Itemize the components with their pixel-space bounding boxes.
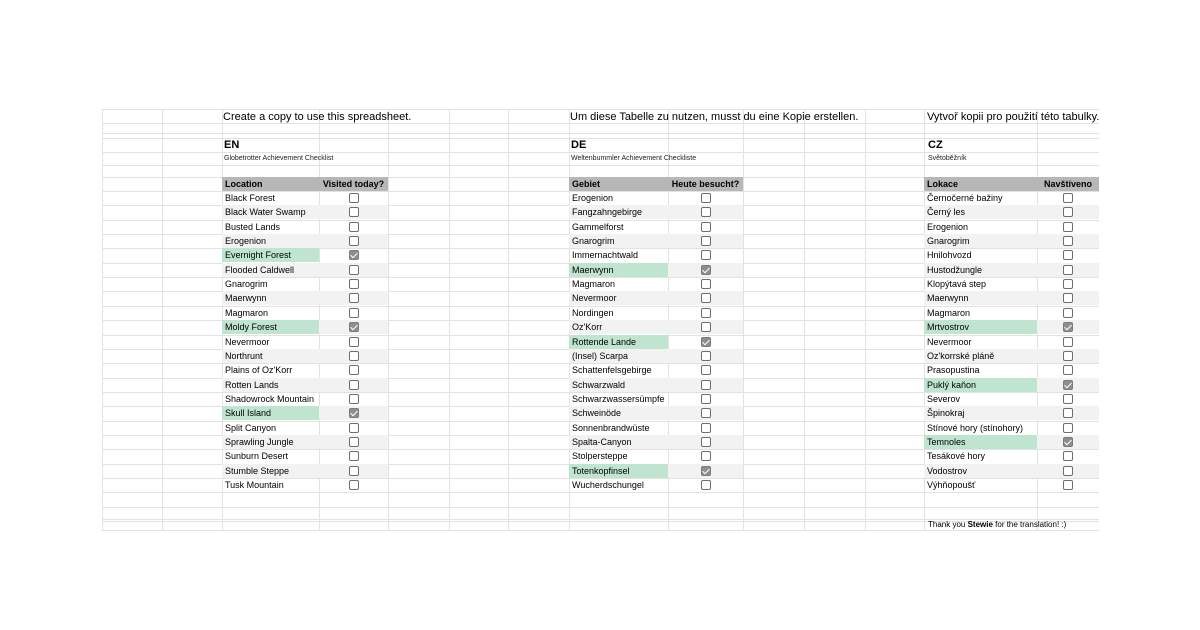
location-name: Plains of Oz'Korr	[225, 365, 293, 375]
visited-checkbox[interactable]	[701, 394, 711, 404]
location-name: Erogenion	[572, 193, 614, 203]
location-name: Špinokraj	[927, 408, 965, 418]
location-name: Maerwynn	[225, 293, 267, 303]
thanks-suffix: for the translation! :)	[992, 520, 1067, 529]
location-name: Busted Lands	[225, 222, 281, 232]
location-name: Maerwynn	[927, 293, 969, 303]
visited-checkbox[interactable]	[1063, 293, 1073, 303]
location-name: Prasopustina	[927, 365, 980, 375]
location-name: Mrtvostrov	[924, 320, 1037, 334]
visited-checkbox-checked[interactable]	[1063, 437, 1073, 447]
location-name: Schattenfelsgebirge	[572, 365, 652, 375]
visited-checkbox[interactable]	[1063, 236, 1073, 246]
visited-checkbox[interactable]	[1063, 466, 1073, 476]
location-name: Flooded Caldwell	[225, 265, 295, 275]
location-name: Evernight Forest	[222, 248, 319, 262]
location-name: Rottende Lande	[569, 335, 668, 349]
visited-checkbox[interactable]	[349, 466, 359, 476]
location-name: Moldy Forest	[222, 320, 319, 334]
location-name: Hustodžungle	[927, 265, 983, 275]
location-name: Schwarzwassersümpfe	[572, 394, 665, 404]
visited-checkbox[interactable]	[701, 423, 711, 433]
location-name: Gnarogrim	[572, 236, 615, 246]
thanks-prefix: Thank you	[928, 520, 968, 529]
column-header-visited: Navštíveno	[1037, 177, 1099, 191]
location-name: Gnarogrim	[225, 279, 268, 289]
location-name: Výhňopoušť	[927, 480, 976, 490]
visited-checkbox[interactable]	[1063, 394, 1073, 404]
subtitle-cz: Světoběžník	[928, 155, 967, 162]
column-header-visited: Visited today?	[319, 177, 388, 191]
visited-checkbox[interactable]	[349, 207, 359, 217]
visited-checkbox[interactable]	[349, 265, 359, 275]
visited-checkbox[interactable]	[1063, 365, 1073, 375]
visited-checkbox[interactable]	[1063, 480, 1073, 490]
visited-checkbox[interactable]	[1063, 337, 1073, 347]
visited-checkbox[interactable]	[701, 308, 711, 318]
visited-checkbox[interactable]	[1063, 408, 1073, 418]
visited-checkbox[interactable]	[701, 437, 711, 447]
visited-checkbox-checked[interactable]	[349, 322, 359, 332]
subtitle-en: Globetrotter Achievement Checklist	[224, 155, 334, 162]
location-name: Northrunt	[225, 351, 263, 361]
location-name: Black Water Swamp	[225, 207, 306, 217]
visited-checkbox-checked[interactable]	[701, 265, 711, 275]
visited-checkbox[interactable]	[1063, 207, 1073, 217]
visited-checkbox[interactable]	[349, 394, 359, 404]
column-header-location: Gebiet	[569, 177, 668, 191]
location-name: Nordingen	[572, 308, 614, 318]
visited-checkbox[interactable]	[349, 236, 359, 246]
location-name: Tesákové hory	[927, 451, 986, 461]
location-name: Shadowrock Mountain	[225, 394, 315, 404]
visited-checkbox[interactable]	[349, 279, 359, 289]
visited-checkbox[interactable]	[349, 308, 359, 318]
location-name: (Insel) Scarpa	[572, 351, 629, 361]
lang-label-en: EN	[224, 139, 240, 151]
location-name: Maerwynn	[569, 263, 668, 277]
location-name: Puklý kaňon	[924, 378, 1037, 392]
location-name: Schweinöde	[572, 408, 622, 418]
visited-checkbox-checked[interactable]	[349, 408, 359, 418]
visited-checkbox[interactable]	[1063, 250, 1073, 260]
visited-checkbox[interactable]	[701, 380, 711, 390]
intro-en: Create a copy to use this spreadsheet.	[223, 111, 412, 123]
visited-checkbox[interactable]	[701, 222, 711, 232]
location-name: Oz'Korr	[572, 322, 603, 332]
visited-checkbox[interactable]	[701, 293, 711, 303]
visited-checkbox[interactable]	[349, 222, 359, 232]
visited-checkbox[interactable]	[701, 451, 711, 461]
location-name: Immernachtwald	[572, 250, 639, 260]
location-name: Oz'korrské pláně	[927, 351, 995, 361]
location-name: Sprawling Jungle	[225, 437, 294, 447]
visited-checkbox[interactable]	[1063, 423, 1073, 433]
intro-de: Um diese Tabelle zu nutzen, musst du eine Kopie erstellen.	[570, 111, 859, 123]
location-name: Černočerné bažiny	[927, 193, 1003, 203]
translation-thanks	[928, 519, 1066, 531]
visited-checkbox[interactable]	[701, 351, 711, 361]
location-name: Nevermoor	[572, 293, 617, 303]
location-name: Severov	[927, 394, 961, 404]
location-name: Totenkopfinsel	[569, 464, 668, 478]
visited-checkbox[interactable]	[701, 193, 711, 203]
location-name: Tusk Mountain	[225, 480, 284, 490]
location-name: Split Canyon	[225, 423, 277, 433]
visited-checkbox[interactable]	[349, 337, 359, 347]
spreadsheet	[102, 109, 1099, 531]
visited-checkbox[interactable]	[1063, 222, 1073, 232]
location-name: Magmaron	[572, 279, 616, 289]
location-name: Magmaron	[927, 308, 971, 318]
visited-checkbox[interactable]	[349, 365, 359, 375]
location-name: Gammelforst	[572, 222, 624, 232]
visited-checkbox[interactable]	[701, 365, 711, 375]
location-name: Sonnenbrandwüste	[572, 423, 650, 433]
visited-checkbox[interactable]	[701, 322, 711, 332]
location-name: Klopýtavá step	[927, 279, 987, 289]
visited-checkbox-checked[interactable]	[701, 466, 711, 476]
location-name: Spalta-Canyon	[572, 437, 632, 447]
location-name: Nevermoor	[225, 337, 270, 347]
visited-checkbox[interactable]	[701, 480, 711, 490]
location-name: Temnoles	[924, 435, 1037, 449]
visited-checkbox[interactable]	[349, 193, 359, 203]
visited-checkbox[interactable]	[1063, 451, 1073, 461]
visited-checkbox[interactable]	[349, 437, 359, 447]
location-name: Hnilohvozd	[927, 250, 972, 260]
visited-checkbox[interactable]	[701, 236, 711, 246]
visited-checkbox[interactable]	[1063, 193, 1073, 203]
location-name: Skull Island	[222, 406, 319, 420]
visited-checkbox[interactable]	[349, 351, 359, 361]
lang-label-de: DE	[571, 139, 587, 151]
lang-label-cz: CZ	[928, 139, 943, 151]
location-name: Nevermoor	[927, 337, 972, 347]
location-name: Stumble Steppe	[225, 466, 290, 476]
location-name: Schwarzwald	[572, 380, 626, 390]
visited-checkbox[interactable]	[701, 408, 711, 418]
visited-checkbox[interactable]	[1063, 351, 1073, 361]
visited-checkbox[interactable]	[349, 451, 359, 461]
location-name: Vodostrov	[927, 466, 968, 476]
visited-checkbox-checked[interactable]	[349, 250, 359, 260]
visited-checkbox[interactable]	[1063, 265, 1073, 275]
column-header-location: Lokace	[924, 177, 1037, 191]
location-name: Gnarogrim	[927, 236, 970, 246]
location-name: Sunburn Desert	[225, 451, 289, 461]
visited-checkbox-checked[interactable]	[1063, 322, 1073, 332]
subtitle-de: Weltenbummler Achievement Checkliste	[571, 155, 697, 162]
visited-checkbox[interactable]	[701, 250, 711, 260]
column-header-location: Location	[222, 177, 319, 191]
translator-name: Stewie	[967, 520, 993, 529]
column-header-visited: Heute besucht?	[668, 177, 743, 191]
intro-cz: Vytvoř kopii pro použití této tabulky.	[927, 111, 1100, 123]
location-name: Erogenion	[225, 236, 267, 246]
visited-checkbox[interactable]	[1063, 279, 1073, 289]
visited-checkbox[interactable]	[349, 293, 359, 303]
location-name: Erogenion	[927, 222, 969, 232]
visited-checkbox[interactable]	[349, 423, 359, 433]
location-name: Černý les	[927, 207, 966, 217]
location-name: Fangzahngebirge	[572, 207, 643, 217]
visited-checkbox[interactable]	[349, 480, 359, 490]
visited-checkbox[interactable]	[701, 207, 711, 217]
visited-checkbox[interactable]	[349, 380, 359, 390]
location-name: Black Forest	[225, 193, 276, 203]
visited-checkbox[interactable]	[701, 279, 711, 289]
visited-checkbox-checked[interactable]	[1063, 380, 1073, 390]
visited-checkbox[interactable]	[1063, 308, 1073, 318]
location-name: Wucherdschungel	[572, 480, 644, 490]
location-name: Magmaron	[225, 308, 269, 318]
location-name: Rotten Lands	[225, 380, 279, 390]
location-name: Stolpersteppe	[572, 451, 628, 461]
visited-checkbox-checked[interactable]	[701, 337, 711, 347]
location-name: Stínové hory (stínohory)	[927, 423, 1024, 433]
